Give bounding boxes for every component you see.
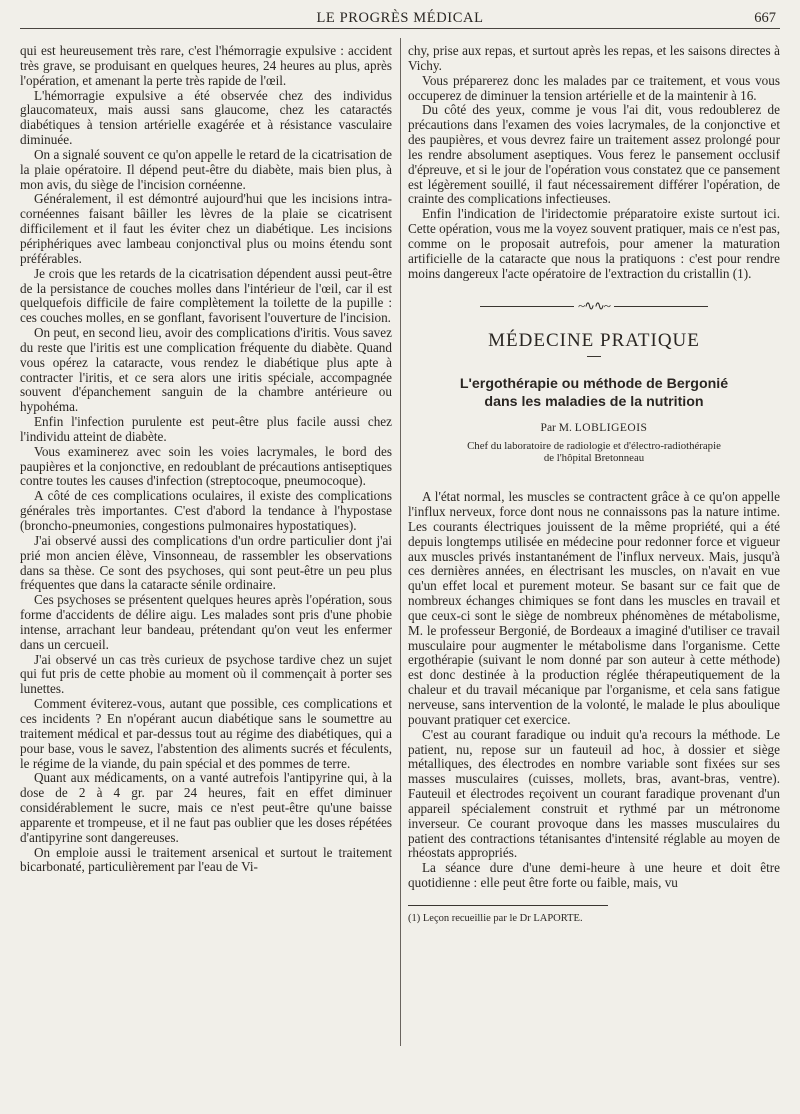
affiliation-line: Chef du laboratoire de radiologie et d'électro-radiothérapie [467,440,721,453]
right-column [408,44,780,1106]
column-divider [400,38,401,1046]
author-affiliation [408,440,780,464]
paragraph: A l'état normal, les muscles se contractent grâce à ce qu'on appelle l'influx nerveux, force dont nous ne connaissons pas la nature intime. Les courants électriques jouissent de la même propriété, qui a été depuis longtemps utilisée en médecine pour redonner force et vigueur aux muscles privés instantanément de l'influx nerveux. Mais, jusqu'à ces dernières années, en électrisant les muscles, on n'avait en vue qu'un effet local et purement moteur. Se basant sur ce fait que de nombreux échanges chimiques se font dans les muscles en travail et que ceux-ci sont le siège de nombreux phénomènes de métabolisme, M. le professeur Bergonié, de Bordeaux a imaginé d'utiliser ce travail musculaire pour augmenter le métabolisme dans l'organisme. Cette ergothérapie (suivant le nom donné par son auteur à cette méthode) est donc destinée à la production réglée thérapeutiquement de la chaleur et du travail mécanique par l'organisme, et cela sans fatigue nerveuse, sans intervention de la volonté, le malade le plus aboulique pouvant pratiquer cet exercice. [408,489,780,727]
paragraph: On emploie aussi le traitement arsenical et surtout le traitement bicarbonaté, particulièrement par l'eau de Vi- [20,844,392,875]
paragraph: chy, prise aux repas, et surtout après les repas, et les saisons directes à Vichy. [408,44,780,73]
footnote: (1) Leçon recueillie par le Dr LAPORTE. [408,912,583,924]
ornament-line-left [480,306,574,307]
section-ornament [408,294,780,320]
paragraph: Du côté des yeux, comme je vous l'ai dit, vous redoublerez de précautions dans l'examen des voies lacrymales, de la conjonctive et des paupières, et vous devrez faire un traitement assez prolongé pour les rendre absolument aseptiques. Vous ferez le pansement occlusif d'épreuve, et si le jour de l'opération vous constatez que ce pansement est légèrement souillé, il faut nécessairement différer l'opération, de crainte des complications infectieuses. [408,102,780,207]
paragraph: Vous préparerez donc les malades par ce traitement, et vous vous occuperez de diminuer la tension artérielle et de la maintenir à 16. [408,72,780,103]
page-number: 667 [754,10,776,26]
section-title: MÉDECINE PRATIQUE [488,329,700,351]
paragraph: Ces psychoses se présentent quelques heures après l'opération, sous forme d'accidents de délire aigu. Les malades sont pris d'une phobie intense, arrachant leur bandeau, prétendant qu'on veut les enfermer dans un cercueil. [20,592,392,652]
ornament-line-right [614,306,708,307]
paragraph: J'ai observé un cas très curieux de psychose tardive chez un sujet qui fut pris de cette phobie au moment où il commençait à porter ses lunettes. [20,651,392,697]
paragraph: Vous examinerez avec soin les voies lacrymales, le bord des paupières et la conjonctive, en redoublant de précautions antiseptiques contre toutes les causes d'infection (streptocoque, pneumocoque). [20,443,392,489]
article-title [408,375,780,411]
paragraph: L'hémorragie expulsive a été observée chez des individus glaucomateux, mais aussi sans glaucome, chez les cataractés diabétiques à tension artérielle exagérée et à résistance vasculaire diminuée. [20,87,392,148]
section-dash [587,356,601,357]
paragraph: C'est au courant faradique ou induit qu'a recours la méthode. Le patient, nu, repose sur un fauteuil ad hoc, à dossier et siège métalliques, des électrodes en nombre variable sont fixées sur ses masses musculaires (cuisses, mollets, bras, avant-bras, ventre). Fauteuil et électrodes reçoivent un courant faradique provenant d'un appareil spécialement construit et rythmé par un métronome inverseur. Ce courant provoque dans les masses musculaires du patient des contractions tétanisantes d'intensité réglable au moyen de rhéostats appropriés. [408,726,780,861]
paragraph: Enfin l'infection purulente est peut-être plus facile aussi chez l'individu atteint de diabète. [20,414,392,444]
paragraph: Enfin l'indication de l'iridectomie préparatoire existe surtout ici. Cette opération, vous me la voyez souvent pratiquer, mais ce n'est pas, comme on le proposait autrefois, pour amener la maturation artificielle de la cataracte que nous la pratiquons : c'est pour rendre moins dangereux l'acte opératoire de l'extraction du cristallin (1). [408,206,780,281]
author-prefix: Par M. [540,422,572,435]
paragraph: qui est heureusement très rare, c'est l'hémorragie expulsive : accident très grave, se produisant en quelques heures, 24 heures au plus, après l'opération, et amenant la perte très rapide de l'œil. [20,44,392,88]
paragraph: La séance dure d'une demi-heure à une heure et doit être quotidienne : elle peut être forte ou faible, mais, vu [408,860,780,891]
running-header [20,6,780,29]
paragraph: J'ai observé aussi des complications d'un ordre particulier dont j'ai prié mon ancien élève, Vinsonneau, de rassembler les observations dans sa thèse. Ce sont des psychoses, qui sont peut-être un peu plus fréquentes que dans la cataracte sénile ordinaire. [20,532,392,593]
paragraph: Comment éviterez-vous, autant que possible, ces complications et ces incidents ? En n'opérant aucun diabétique sans le soumettre au traitement médical et par-dessus tout au régime des diabétiques, qui a pour base, vous le savez, l'abstention des aliments sucrés et féculents, le régime de la viande, du pain spécial et des pommes de terre. [20,696,392,771]
ornament-squiggle: ~∿∿~ [578,298,610,314]
paragraph: On a signalé souvent ce qu'on appelle le retard de la cicatrisation de la plaie opératoire. Il dépend peut-être du diabète, mais bien plus, à mon avis, du siège de l'incision cornéenne. [20,146,392,192]
footnote-rule [408,905,608,906]
article-title-line: dans les maladies de la nutrition [484,394,704,411]
left-column [20,44,392,1106]
paragraph: Généralement, il est démontré aujourd'hui que les incisions intra-cornéennes faisant bâiller les lèvres de la plaie se cicatrisent difficilement et il faut les éviter chez un diabétique. Les incisions périphériques avec lambeau conjonctival plus ou moins étendu sont préférables. [20,191,392,266]
affiliation-line: de l'hôpital Bretonneau [543,452,645,465]
paragraph: Je crois que les retards de la cicatrisation dépendent aussi peut-être de la persistance de couches molles dans l'intérieur de l'œil, car il est quelquefois difficile de faire complètement la toilette de la pupille : ces couches molles, en se gonflant, favorisent l'ouverture de l'incision. [20,265,392,326]
paragraph: Quant aux médicaments, on a vanté autrefois l'antipyrine qui, à la dose de 2 à 4 gr. par 24 heures, fait en effet diminuer considérablement le sucre, mais ce n'est peut-être qu'une baisse apparente et trompeuse, et il ne faut pas oublier que les doses répétées d'antipyrine sont dangereuses. [20,770,392,845]
article-title-line: L'ergothérapie ou méthode de Bergonié [459,376,729,393]
paragraph: A côté de ces complications oculaires, il existe des complications générales très importantes. C'est d'abord la tendance à l'hypostase (broncho-pneumonies, congestions pulmonaires hypostatiques). [20,488,392,533]
author-name: LOBLIGEOIS [574,422,648,435]
author-line [408,421,780,436]
journal-title: LE PROGRÈS MÉDICAL [316,10,484,26]
paragraph: On peut, en second lieu, avoir des complications d'iritis. Vous savez du reste que l'iritis est une complication fréquente du diabète. Quand vous opérez la cataracte, vous rendez le diabétique plus apte à contracter l'iritis, et ce sera alors une iritis spéciale, accompagnée souvent d'épanchement sanguin de la chambre antérieure ou hypohéma. [20,325,392,415]
